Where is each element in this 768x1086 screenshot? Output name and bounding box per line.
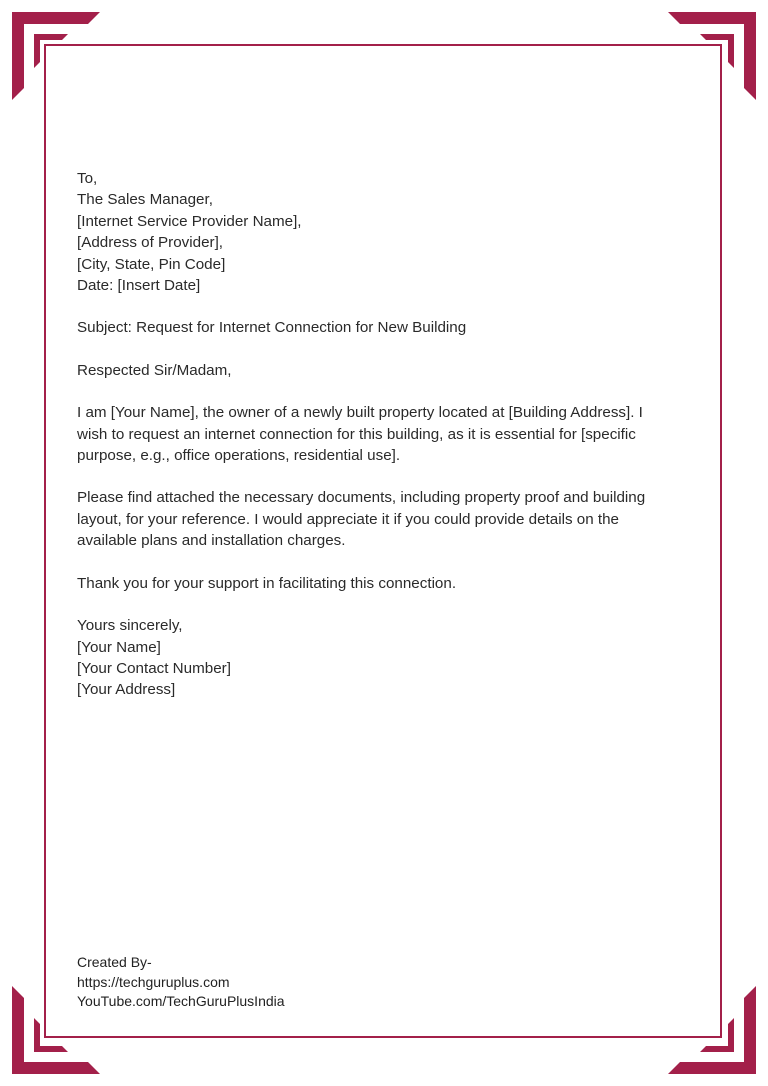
address-line: [City, State, Pin Code]: [77, 255, 226, 273]
address-line: [Internet Service Provider Name],: [77, 212, 302, 230]
date-line: Date: [Insert Date]: [77, 277, 201, 295]
sender-address: [Your Address]: [77, 681, 176, 699]
salutation-text: Respected Sir/Madam,: [77, 361, 232, 379]
sender-name: [Your Name]: [77, 638, 161, 656]
paragraph-text: Thank you for your support in facilitating this connection.: [77, 574, 457, 592]
address-line: [Address of Provider],: [77, 234, 224, 252]
paragraph-text: Please find attached the necessary documents, including property proof and building layout, for your reference. I would appreciate it if you could provide details on the available plans and installation charges.: [77, 489, 646, 550]
website-link[interactable]: https://techguruplus.com: [77, 973, 230, 990]
salutation: [77, 360, 677, 381]
body-paragraph: [77, 573, 677, 594]
paragraph-text: I am [Your Name], the owner of a newly built property located at [Building Address]. I wish to request an internet connection for this building, as it is essential for [specific purpose, e.g., office operations, residential use].: [77, 404, 643, 465]
subject-line: [77, 317, 677, 338]
subject-text: Subject: Request for Internet Connection for New Building: [77, 319, 467, 337]
credits-label: Created By-: [77, 954, 152, 970]
address-line: The Sales Manager,: [77, 191, 213, 209]
recipient-address: [77, 168, 677, 296]
address-line: To,: [77, 170, 98, 187]
body-paragraph: [77, 487, 677, 551]
closing-line: Yours sincerely,: [77, 617, 183, 635]
body-paragraph: [77, 402, 677, 466]
credits-footer: [77, 953, 285, 1012]
youtube-link[interactable]: YouTube.com/TechGuruPlusIndia: [77, 993, 285, 1009]
letter-body: [77, 168, 677, 722]
signature-block: [77, 615, 677, 701]
sender-contact: [Your Contact Number]: [77, 659, 231, 677]
